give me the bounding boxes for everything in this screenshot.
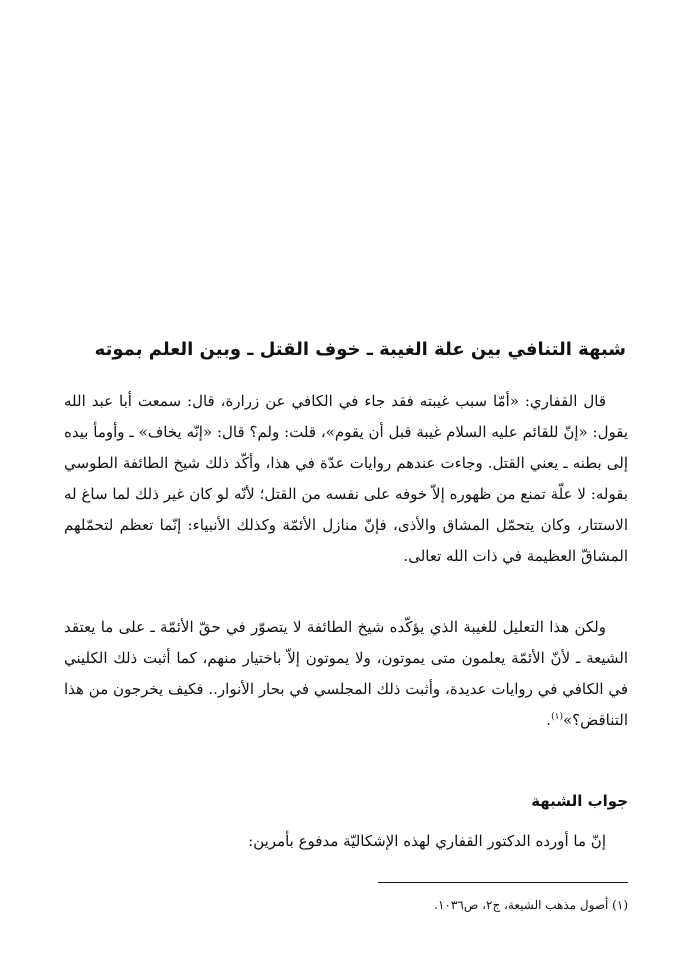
paragraph-answer: إنّ ما أورده الدكتور القفاري لهذه الإشكاليّة مدفوع بأمرين: xyxy=(248,832,606,850)
footnote: (١) أصول مذهب الشيعة، ج٢، ص١٠٣٦. xyxy=(434,898,628,912)
footnote-divider xyxy=(378,882,628,883)
answer-heading: جواب الشبهة xyxy=(531,792,628,810)
paragraph-quote-2-end: . xyxy=(546,711,552,729)
paragraph-quote-2 xyxy=(64,612,628,736)
section-heading: شبهة التنافي بين علة الغيبة ـ خوف القتل ـ وبين العلم بموته xyxy=(94,339,626,360)
footnote-reference: (١) xyxy=(551,712,563,722)
paragraph-quote-2-text: ولكن هذا التعليل للغيبة الذي يؤكّده شيخ الطائفة لا يتصوّر في حقّ الأئمّة ـ على ما يعتقد الشيعة ـ لأنّ الأئمّة يعلمون متى يموتون، ولا يموتون إلاّ باختيار منهم، كما أثبت ذلك الكليني في الكافي في روايات عديدة، وأثبت ذلك المجلسي في بحار الأنوار.. فكيف يخرجون من هذا التناقض؟» xyxy=(64,618,628,729)
paragraph-quote-1: قال القفاري: «أمّا سبب غيبته فقد جاء في الكافي عن زرارة، قال: سمعت أبا عبد الله يقول: «إنّ للقائم عليه السلام غيبة قبل أن يقوم»، قلت: ولم؟ قال: «إنّه يخاف» ـ وأومأ بيده إلى بطنه ـ يعني القتل. وجاءت عندهم روايات عدّة في هذا، وأكّد ذلك شيخ الطائفة الطوسي بقوله: لا علّة تمنع من ظهوره إلاّ خوفه على نفسه من القتل؛ لأنّه لو كان غير ذلك لما ساغ له الاستتار، وكان يتحمّل المشاق والأذى، فإنّ منازل الأئمّة وكذلك الأنبياء: إنّما تعظم لتحمّلهم المشاقّ العظيمة في ذات الله تعالى. xyxy=(64,392,628,565)
